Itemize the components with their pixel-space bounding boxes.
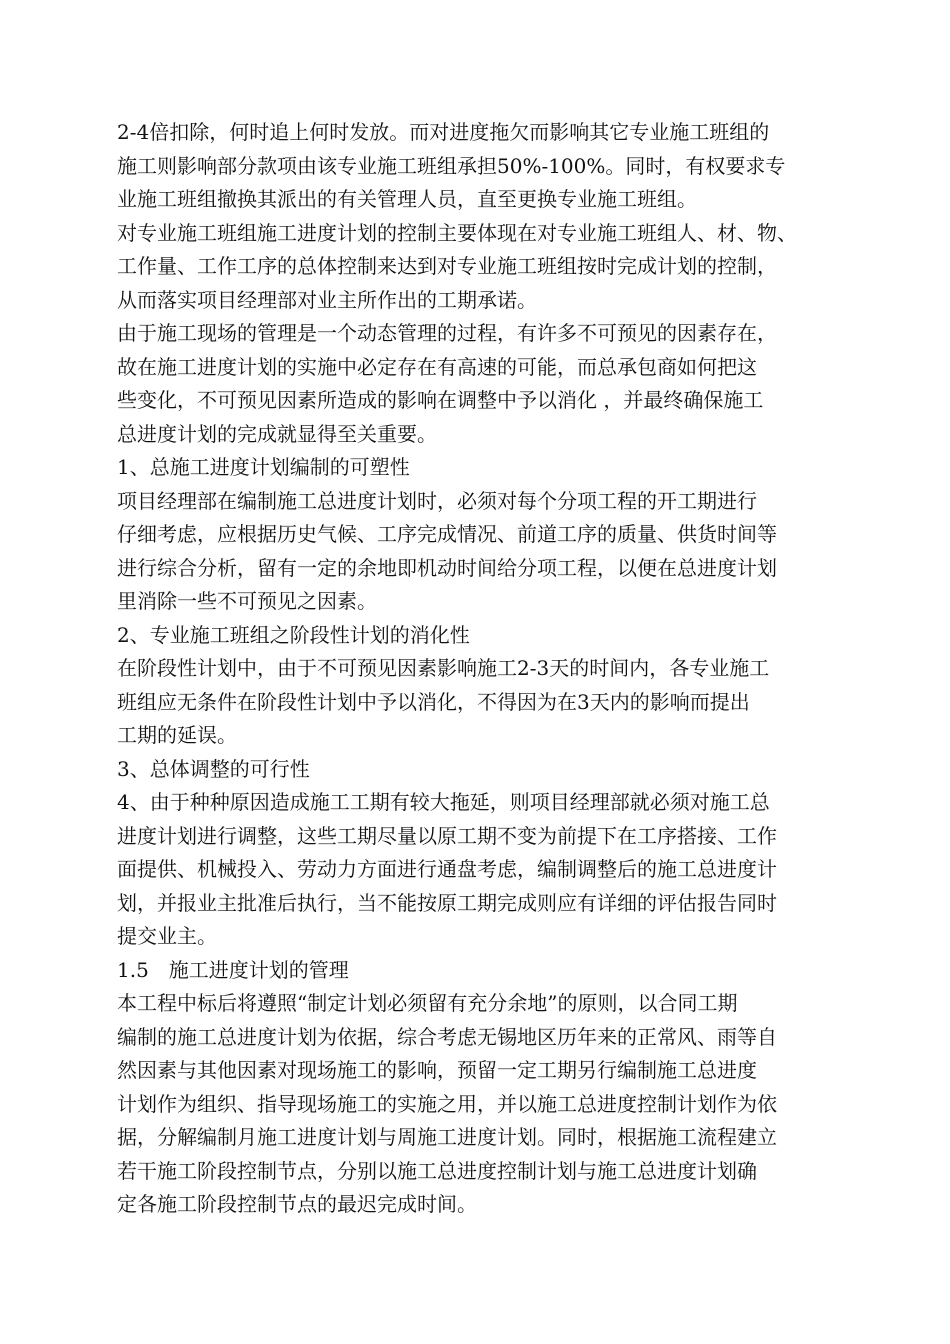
text-line: 仔细考虑，应根据历史气候、工序完成情况、前道工序的质量、供货时间等: [117, 522, 777, 546]
text-line: 工作量、工作工序的总体控制来达到对专业施工班组按时完成计划的控制，: [117, 254, 777, 278]
text-line: 进行综合分析，留有一定的余地即机动时间给分项工程，以便在总进度计划: [117, 555, 777, 580]
text-line: 在阶段性计划中，由于不可预见因素影响施工2-3天的时间内，各专业施工: [117, 656, 770, 680]
text-line: 本工程中标后将遵照“制定计划必须留有充分余地”的原则，以合同工期: [117, 991, 738, 1015]
text-line: 2-4倍扣除，何时追上何时发放。而对进度拖欠而影响其它专业施工班组的: [117, 120, 770, 144]
section-heading: 2、专业施工班组之阶段性计划的消化性: [117, 622, 470, 647]
text-line: 面提供、机械投入、劳动力方面进行通盘考虑，编制调整后的施工总进度计: [117, 857, 777, 881]
text-line: 业施工班组撤换其派出的有关管理人员，直至更换专业施工班组。: [117, 187, 697, 211]
text-line: 项目经理部在编制施工总进度计划时，必须对每个分项工程的开工期进行: [117, 488, 757, 513]
text-line: 定各施工阶段控制节点的最迟完成时间。: [117, 1192, 477, 1216]
document-body: [117, 116, 839, 1222]
text-line: 工期的延误。: [117, 723, 237, 747]
text-line: 些变化，不可预见因素所造成的影响在调整中予以消化 ，并最终确保施工: [117, 388, 764, 412]
text-line: 然因素与其他因素对现场施工的影响，预留一定工期另行编制施工总进度: [117, 1058, 757, 1082]
text-line: 里消除一些不可预见之因素。: [117, 589, 377, 613]
text-line: 故在施工进度计划的实施中必定存在有高速的可能，而总承包商如何把这: [117, 354, 757, 379]
text-line: 班组应无条件在阶段性计划中予以消化，不得因为在3天内的影响而提出: [117, 689, 750, 714]
text-line: 由于施工现场的管理是一个动态管理的过程，有许多不可预见的因素存在，: [117, 321, 777, 345]
text-line: 计划作为组织、指导现场施工的实施之用，并以施工总进度控制计划作为依: [117, 1091, 777, 1116]
text-line: 据，分解编制月施工进度计划与周施工进度计划。同时，根据施工流程建立: [117, 1125, 777, 1149]
text-line: 若干施工阶段控制节点，分别以施工总进度控制计划与施工总进度计划确: [117, 1158, 757, 1183]
section-heading: 1、总施工进度计划编制的可塑性: [117, 455, 410, 479]
text-line: 对专业施工班组施工进度计划的控制主要体现在对专业施工班组人、材、物、: [117, 220, 797, 245]
section-heading: 1.5 施工进度计划的管理: [117, 957, 349, 982]
text-line: 4、由于种种原因造成施工工期有较大拖延，则项目经理部就必须对施工总: [117, 790, 770, 814]
section-heading: 3、总体调整的可行性: [117, 756, 310, 781]
text-line: 提交业主。: [117, 924, 217, 948]
text-line: 进度计划进行调整，这些工期尽量以原工期不变为前提下在工序搭接、工作: [117, 823, 777, 848]
text-line: 划，并报业主批准后执行，当不能按原工期完成则应有详细的评估报告同时: [117, 890, 777, 915]
text-line: 编制的施工总进度计划为依据，综合考虑无锡地区历年来的正常风、雨等自: [117, 1024, 777, 1049]
text-line: 从而落实项目经理部对业主所作出的工期承诺。: [117, 287, 537, 312]
text-line: 总进度计划的完成就显得至关重要。: [117, 421, 437, 446]
text-line: 施工则影响部分款项由该专业施工班组承担50%-100%。同时，有权要求专: [117, 153, 786, 178]
